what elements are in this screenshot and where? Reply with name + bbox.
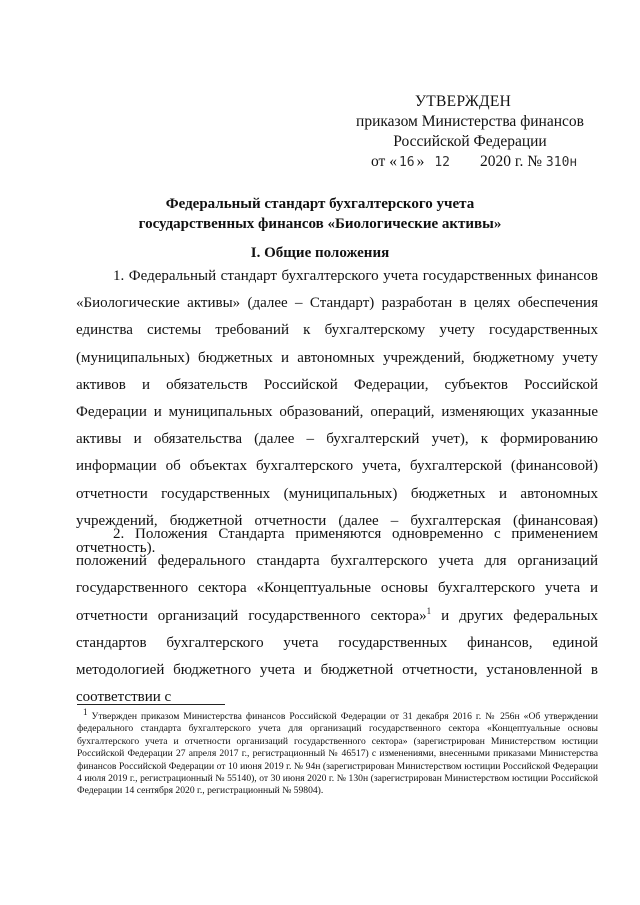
footnote-text: Утвержден приказом Министерства финансов Российской Федерации от 31 декабря 2016 г. № 256н «Об утверждении федерального стандарта бухгалтерского учета для организаций государственного сектора «Концептуальные основы бухгалтерского учета и отчетности организаций государственного сектора» (зарегистрирован Министерством юстиции Российской Федерации 27 апреля 2017 г., регистрационный № 46517) с изменениями, внесенными приказами Министерства финансов Российской Федерации от 10 июня 2019 г. № 94н (зарегистрирован Министерством юстиции Российской Федерации 4 июля 2019 г., регистрационный № 55140), от 30 июня 2020 г. № 130н (зарегистрирован Министерством юстиции Российской Федерации 14 сентября 2020 г., регистрационный № 59804). [77,711,598,797]
approval-stamp [350,92,590,173]
date-year: 2020 г. № [480,153,543,170]
approval-title: УТВЕРЖДЕН [415,93,512,110]
approval-date-line [350,152,590,173]
date-prefix: от « [371,153,397,170]
order-number: 310н [545,155,578,170]
date-month: 12 [434,155,451,170]
paragraph-2 [76,521,598,711]
paragraph-2-text-a: 2. Положения Стандарта применяются одновременно с применением положений федерального стандарта бухгалтерского учета для организаций государственного сектора «Концептуальные основы бухгалтерского учета и отчетности организаций государственного сектора» [76,526,598,624]
footnote-divider [77,704,225,705]
paragraph-1-text: 1. Федеральный стандарт бухгалтерского учета государственных финансов «Биологические активы» (далее – Стандарт) разработан в целях обеспечения единства системы требований к бухгалтерскому учету государственных (муниципальных) бюджетных и автономных учреждений, бюджетному учету активов и обязательств Российской Федерации, субъектов Российской Федерации и муниципальных образований, операций, изменяющих указанные активы и обязательства (далее – бухгалтерский учет), к формированию информации об объектах бухгалтерского учета, бухгалтерской (финансовой) отчетности государственных (муниципальных) бюджетных и автономных учреждений, бюджетной отчетности (далее – бухгалтерская (финансовая) отчетность). [76,268,598,557]
approval-issuer-country: Российской Федерации [393,133,547,150]
approval-issuer: приказом Министерства финансов [356,113,584,130]
paragraph-2-text-b: и других федеральных стандартов бухгалтерского учета государственных финансов, единой методологией бюджетного учета и бюджетной отчетности, установленной в соответствии с [76,607,598,706]
paragraph-1 [76,263,598,562]
footnote-reference[interactable]: 1 [426,605,432,616]
date-mid: » [416,153,425,170]
section-heading: I. Общие положения [250,245,390,261]
footnote-mark: 1 [83,706,88,717]
footnote [77,706,598,798]
document-title-line2: государственных финансов «Биологические активы» [138,216,502,232]
document-title [60,194,580,234]
date-day: 16 [398,155,415,170]
document-title-line1: Федеральный стандарт бухгалтерского учета [165,196,475,212]
